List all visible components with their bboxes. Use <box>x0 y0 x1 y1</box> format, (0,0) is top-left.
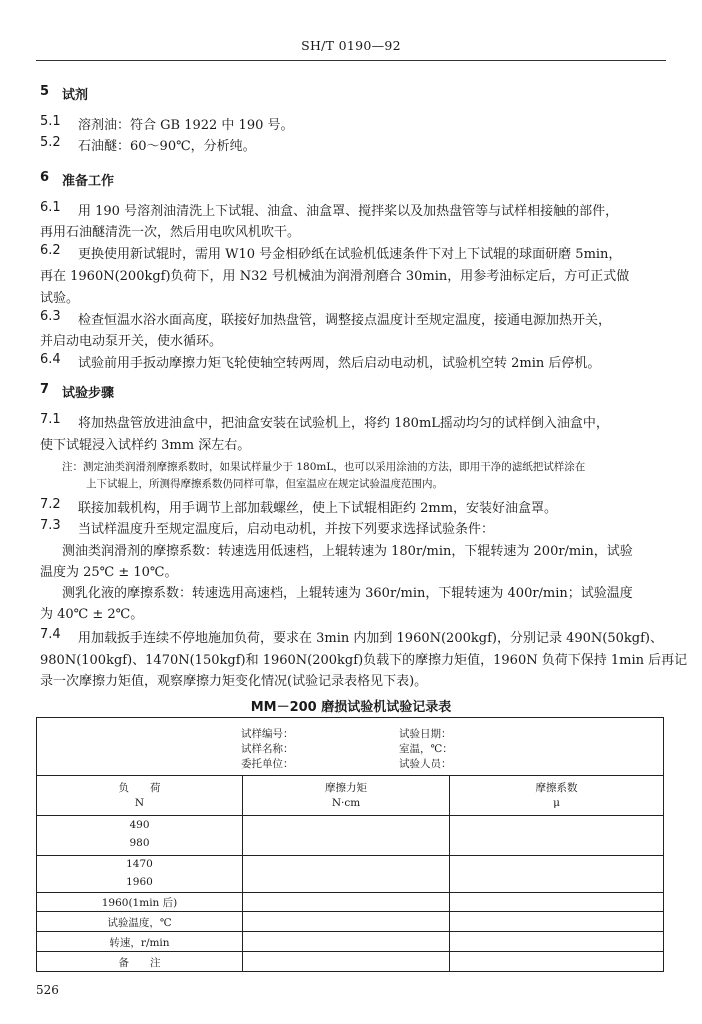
row-label-test-temp: 试验温度，℃ <box>107 917 172 929</box>
clause-7-4-line1: 用加载扳手连续不停地施加负荷，要求在 3min 内加到 1960N(200kgf)，分别记录 490N(50kgf)、 <box>78 631 663 646</box>
clause-7-3-number: 7.3 <box>40 518 61 533</box>
clause-6-3-line1: 检查恒温水浴水面高度，联接好加热盘管，调整接点温度计至规定温度，接通电源加热开关， <box>78 313 612 328</box>
clause-7-4-line2: 980N(100kgf)、1470N(150kgf)和 1960N(200kgf)负载下的摩擦力矩值，1960N 负荷下保持 1min 后再记 <box>40 653 688 668</box>
info-client: 委托单位： <box>241 758 294 770</box>
clause-6-2-line2: 再在 1960N(200kgf)负荷下，用 N32 号机械油为润滑剂磨合 30min，用参考油标定后，方可正式做 <box>40 269 630 284</box>
header-coef-unit: μ <box>553 797 560 809</box>
row-label-1960: 1960 <box>126 876 153 888</box>
section-5-number: 5 <box>40 84 50 99</box>
header-torque: 摩擦力矩 <box>325 782 367 794</box>
clause-6-1-line1: 用 190 号溶剂油清洗上下试辊、油盒、油盒罩、搅拌桨以及加热盘管等与试样相接触的部件， <box>78 204 619 219</box>
table-rule <box>37 775 663 776</box>
info-test-date: 试验日期： <box>399 728 452 740</box>
section-7-number: 7 <box>40 382 50 397</box>
table-rule <box>37 892 663 893</box>
header-load-unit: N <box>134 797 145 809</box>
header-load: 负 荷 <box>118 782 161 794</box>
clause-5-1-number: 5.1 <box>40 114 61 129</box>
clause-6-1-number: 6.1 <box>40 200 61 215</box>
row-label-490: 490 <box>129 819 150 831</box>
standard-number: SH/T 0190—92 <box>301 38 401 53</box>
clause-7-2-number: 7.2 <box>40 497 61 512</box>
clause-7-1-line1: 将加热盘管放进油盒中，把油盒安装在试验机上，将约 180mL摇动均匀的试样倒入油盒中， <box>78 416 609 431</box>
clause-7-4-line3: 录一次摩擦力矩值，观察摩擦力矩变化情况(试验记录表格见下表)。 <box>40 674 428 689</box>
clause-7-3-oil-line1: 测油类润滑剂的摩擦系数：转速选用低速档，上辊转速为 180r/min，下辊转速为 200r/min，试验 <box>62 544 633 559</box>
clause-6-4-line1: 试验前用手扳动摩擦力矩飞轮使轴空转两周，然后启动电动机，试验机空转 2min 后停机。 <box>78 356 601 371</box>
table-rule <box>37 931 663 932</box>
section-7-title: 试验步骤 <box>62 386 115 401</box>
clause-7-3-line1: 当试样温度升至规定温度后，启动电动机，并按下列要求选择试验条件： <box>78 522 495 537</box>
info-room-temp: 室温，℃： <box>399 743 453 755</box>
table-rule <box>37 951 663 952</box>
clause-7-4-number: 7.4 <box>40 627 61 642</box>
clause-6-4-number: 6.4 <box>40 352 61 367</box>
note-line2: 上下试辊上，所测得摩擦系数仍同样可靠，但室温应在规定试验温度范围内。 <box>86 478 443 490</box>
clause-6-3-line2: 并启动电动泵开关，使水循环。 <box>40 334 223 349</box>
clause-6-2-number: 6.2 <box>40 243 61 258</box>
clause-7-3-oil-line2: 温度为 25℃ ± 10℃。 <box>40 565 178 580</box>
clause-5-1-text: 溶剂油：符合 GB 1922 中 190 号。 <box>78 118 294 133</box>
header-coef: 摩擦系数 <box>535 782 578 794</box>
page-number: 526 <box>36 983 59 997</box>
row-label-1960-1min: 1960(1min 后) <box>101 897 178 909</box>
table-rule <box>37 815 663 816</box>
table-title: MM－200 磨损试验机试验记录表 <box>250 700 452 715</box>
clause-7-1-line2: 使下试辊浸入试样约 3mm 深左右。 <box>40 438 251 453</box>
row-label-speed: 转速，r/min <box>109 937 170 949</box>
clause-5-2-number: 5.2 <box>40 135 61 150</box>
clause-7-3-emulsion-line1: 测乳化液的摩擦系数：转速选用高速档，上辊转速为 360r/min，下辊转速为 400r/min；试验温度 <box>62 586 633 601</box>
table-rule <box>37 911 663 912</box>
clause-7-1-number: 7.1 <box>40 412 61 427</box>
row-label-980: 980 <box>129 837 150 849</box>
info-sample-name: 试样名称： <box>241 743 294 755</box>
clause-6-3-number: 6.3 <box>40 309 61 324</box>
clause-6-2-line3: 试验。 <box>40 291 80 306</box>
header-divider <box>36 60 666 61</box>
record-table <box>36 717 664 972</box>
info-tester: 试验人员： <box>399 758 452 770</box>
section-6-title: 准备工作 <box>62 174 115 189</box>
clause-6-1-line2: 再用石油醚清洗一次，然后用电吹风机吹干。 <box>40 225 301 240</box>
row-label-1470: 1470 <box>126 858 153 870</box>
clause-7-2-line1: 联接加载机构，用手调节上部加载螺丝，使上下试辊相距约 2mm，安装好油盒罩。 <box>78 501 558 516</box>
header-torque-unit: N·cm <box>331 797 361 809</box>
clause-5-2-text: 石油醚：60～90℃，分析纯。 <box>78 139 256 154</box>
section-5-title: 试剂 <box>62 88 89 103</box>
clause-7-3-emulsion-line2: 为 40℃ ± 2℃。 <box>40 607 144 622</box>
section-6-number: 6 <box>40 170 50 185</box>
row-label-remarks: 备 注 <box>118 957 161 969</box>
clause-6-2-line1: 更换使用新试辊时，需用 W10 号金相砂纸在试验机低速条件下对上下试辊的球面研磨 5min， <box>78 247 622 262</box>
table-rule <box>37 855 663 856</box>
info-sample-no: 试样编号： <box>241 728 294 740</box>
note-line1: 注：测定油类润滑剂摩擦系数时，如果试样量少于 180mL，也可以采用涂油的方法，即用干净的滤纸把试样涂在 <box>62 461 586 473</box>
